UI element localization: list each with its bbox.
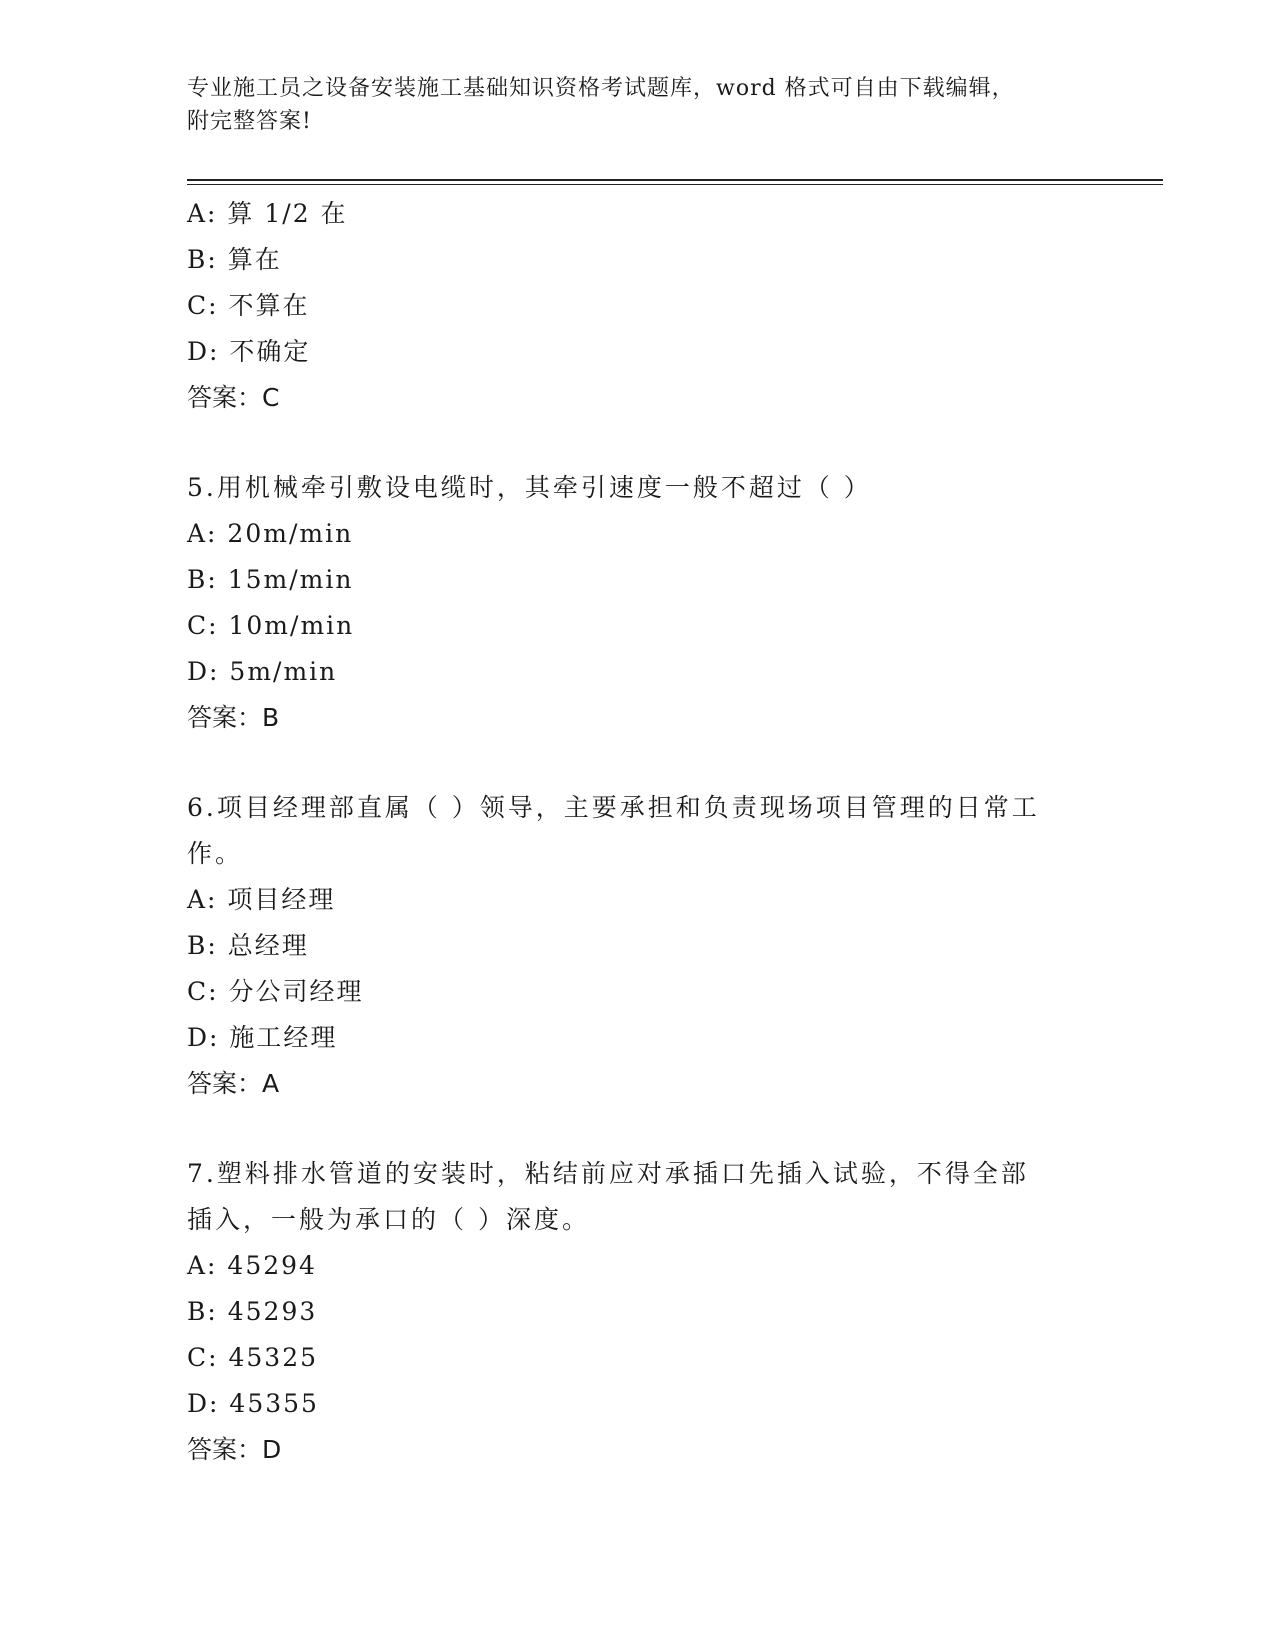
option-b: B: 总经理 xyxy=(187,931,309,960)
question-text xyxy=(187,465,1087,511)
question-line: 插入，一般为承口的（ ）深度。 xyxy=(187,1205,590,1234)
question-list xyxy=(187,191,1087,1473)
question-block-prev xyxy=(187,191,1087,421)
option-b: B: 45293 xyxy=(187,1297,318,1326)
option-a: A: 项目经理 xyxy=(187,885,336,914)
question-block-6 xyxy=(187,785,1087,1107)
option-a: A: 45294 xyxy=(187,1251,317,1280)
question-line: 作。 xyxy=(187,839,244,868)
question-line: 7.塑料排水管道的安装时，粘结前应对承插口先插入试验，不得全部 xyxy=(187,1159,1029,1188)
option-d: D: 5m/min xyxy=(187,657,338,686)
option-d: D: 施工经理 xyxy=(187,1023,338,1052)
option-d: D: 不确定 xyxy=(187,337,311,366)
header-divider-thick xyxy=(187,179,1163,181)
option-c: C: 不算在 xyxy=(187,291,310,320)
header-line-1: 专业施工员之设备安装施工基础知识资格考试题库，word 格式可自由下载编辑， xyxy=(187,76,1015,101)
question-block-5 xyxy=(187,465,1087,741)
document-header xyxy=(187,72,1087,138)
option-a: A: 算 1/2 在 xyxy=(187,199,348,228)
option-c: C: 10m/min xyxy=(187,611,355,640)
header-divider-thin xyxy=(187,184,1163,185)
option-b: B: 算在 xyxy=(187,245,282,274)
answer-line: 答案：C xyxy=(187,383,280,412)
option-b: B: 15m/min xyxy=(187,565,354,594)
answer-line: 答案：A xyxy=(187,1069,280,1098)
question-text xyxy=(187,1151,1087,1243)
option-c: C: 分公司经理 xyxy=(187,977,364,1006)
question-text xyxy=(187,785,1087,877)
option-d: D: 45355 xyxy=(187,1389,319,1418)
question-block-7 xyxy=(187,1151,1087,1473)
header-line-2: 附完整答案! xyxy=(187,109,312,134)
question-line: 6.项目经理部直属（ ）领导，主要承担和负责现场项目管理的日常工 xyxy=(187,793,1040,822)
answer-line: 答案：D xyxy=(187,1435,282,1464)
option-c: C: 45325 xyxy=(187,1343,319,1372)
answer-line: 答案：B xyxy=(187,703,280,732)
option-a: A: 20m/min xyxy=(187,519,354,548)
question-line: 5.用机械牵引敷设电缆时，其牵引速度一般不超过（ ） xyxy=(187,473,872,502)
